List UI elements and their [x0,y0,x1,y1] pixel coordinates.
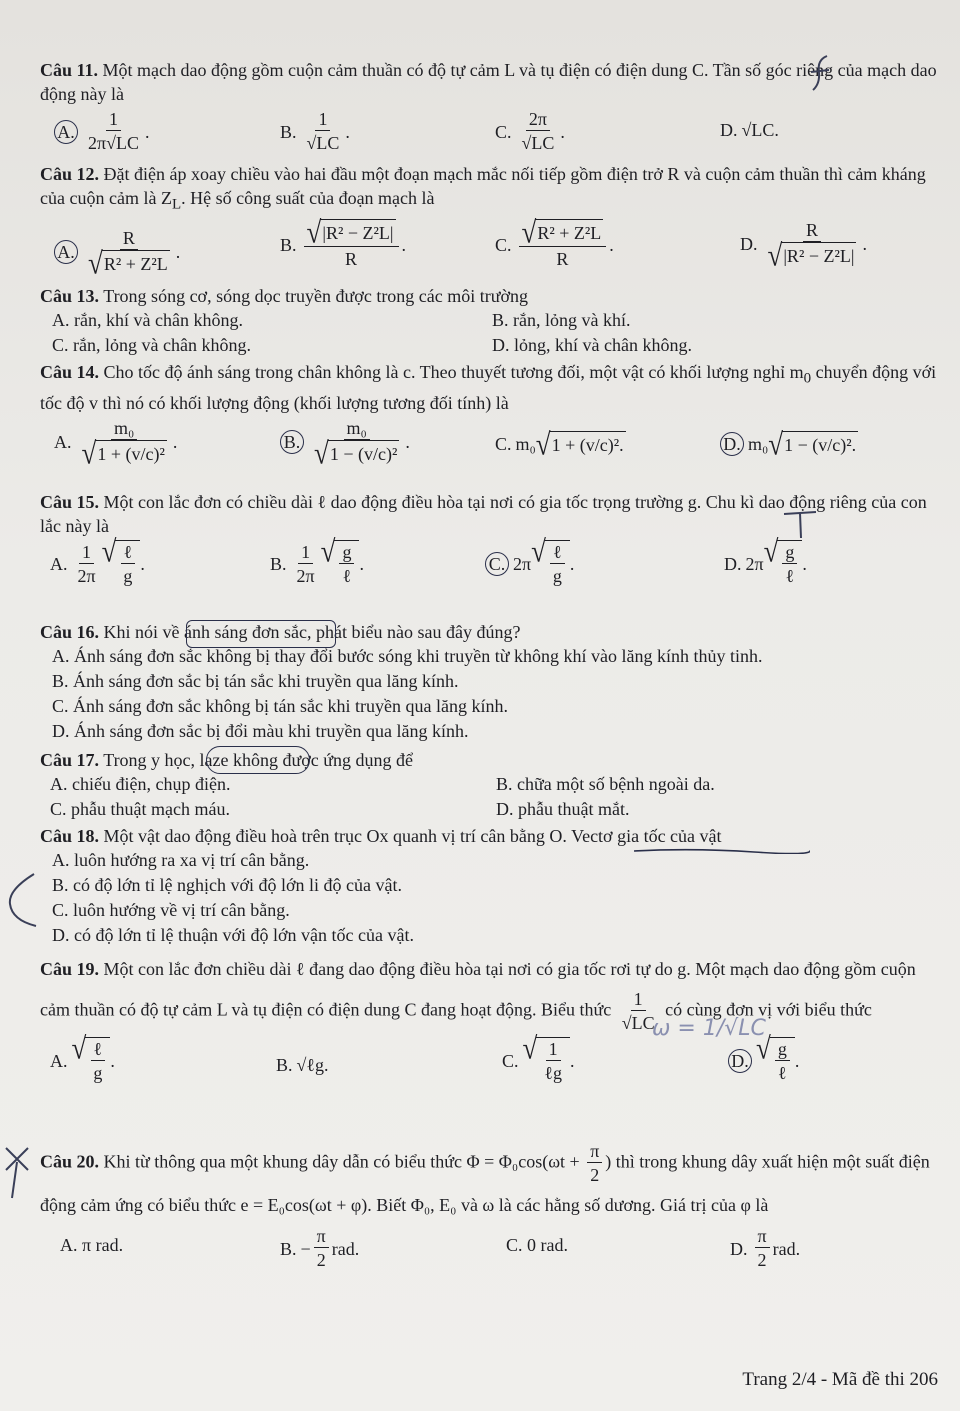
frac-num: R [803,219,821,242]
frac-num: π [314,1225,329,1248]
frac-den: ℓ [778,1063,787,1083]
frac-den: g [123,566,133,586]
q16-option-b[interactable]: B. Ánh sáng đơn sắc bị tán sắc khi truyền qua lăng kính. [52,671,459,691]
question-13 [40,284,940,358]
frac-den: R [345,248,358,269]
option-label: A. [54,120,78,144]
frac-den: √LC [521,133,555,153]
frac-num: m₀ [111,417,137,440]
frac-num: π [755,1225,770,1248]
option-label: B. [270,554,287,574]
option-label: C. [495,234,512,255]
question-13-stem: Câu 13. Trong sóng cơ, sóng dọc truyền được trong các môi trường [40,286,529,306]
q20-option-b[interactable] [280,1225,359,1272]
option-value: √ℓg. [296,1055,329,1075]
q13-option-d[interactable]: D. lỏng, khí và chân không. [492,335,692,355]
q18-option-a[interactable]: A. luôn hướng ra xa vị trí cân bằng. [52,850,310,870]
option-prefix: 2π [745,554,764,574]
q19-option-a[interactable]: A. √ $\frac{\text{ℓ}}{g}$ . [50,1031,115,1083]
frac-den: 2π [296,565,315,586]
q16-option-a[interactable]: A. Ánh sáng đơn sắc không bị thay đổi bước sóng khi truyền từ không khí vào lăng kính thủy tinh. [52,646,763,666]
q17-option-c[interactable]: C. phẫu thuật mạch máu. [50,799,230,819]
question-12-stem: Câu 12. Đặt điện áp xoay chiều vào hai đầu một đoạn mạch mắc nối tiếp gồm điện trở R và cuộn cảm thuần thì cảm kháng của cuộn cảm là $Z_L$. Hệ số công suất của đoạn mạch là [40,164,926,213]
frac-num: 1 [298,541,313,564]
handwritten-bracket-mark [0,870,40,930]
question-19-stem: Câu 19. Một con lắc đơn chiều dài ℓ đang dao động điều hòa tại nơi có gia tốc rơi tự do g. Một mạch dao động gồm cuộn cảm thuần có độ tự cảm L và tụ điện có điện dung C đang hoạt động. Biểu thức $\frac{1}{√LC}$ có cùng đơn vị với biểu thức [40,959,916,1033]
frac-den: g [552,566,562,586]
question-15-options [40,534,940,612]
option-label: A. [54,240,78,264]
option-label: C. [485,552,509,576]
frac-num: 1 [546,1038,561,1061]
q15-option-a[interactable]: A. $\frac{1}{2\pi}$ √ $\frac{\text{ℓ}}{g}$ . [50,534,145,586]
frac-num: m₀ [344,417,370,440]
q20-option-a[interactable]: A. π rad. [60,1235,124,1255]
option-label: B. [280,430,304,454]
question-20 [40,1140,940,1275]
frac-den: 2 [316,1250,326,1270]
frac-num: 1 [79,541,94,564]
frac-num: ℓ [121,541,136,564]
q11-option-d[interactable] [720,118,779,142]
q17-row-2 [40,797,940,822]
frac-den: √LC [306,133,340,153]
q12-option-a[interactable]: A. R √ R² + Z²L . [54,227,180,278]
q20-option-d[interactable] [730,1225,800,1272]
frac-num: |R² − Z²L| [320,219,395,246]
option-label: D. [720,432,744,456]
option-label: B. [280,234,297,255]
frac-den: 2 [590,1165,600,1185]
question-19-options [40,1031,940,1101]
q15-option-d[interactable]: D. 2π √ $\frac{g}{\text{ℓ}}$ . [724,534,807,586]
subscript: L [171,196,182,213]
frac-den: 1 − (v/c)² [328,440,400,467]
question-18-stem: Câu 18. Một vật dao động điều hoà trên trục Ox quanh vị trí cân bằng O. Vectơ gia tốc của vật [40,826,722,846]
option-label: B. [280,1238,297,1259]
question-16 [40,620,940,744]
option-label: D. [720,120,738,140]
frac-num: 1 [315,108,330,131]
handwritten-star-mark [2,1142,32,1202]
option-label: D. [730,1238,748,1259]
q17-option-b[interactable]: B. chữa một số bệnh ngoài da. [496,774,715,794]
q12-option-b[interactable]: B. √ |R² − Z²L| R . [280,214,406,269]
question-11 [40,58,940,170]
question-19 [40,950,940,1101]
frac-num: g [775,1038,790,1061]
option-label: A. [54,432,72,453]
option-unit: rad. [331,1238,360,1259]
frac-den: ℓ [785,566,795,586]
radicand: 1 + (v/c)². [550,431,626,458]
question-18 [40,824,940,948]
option-label: C. [502,1051,519,1071]
q12-option-c[interactable]: C. √ R² + Z²L R . [495,214,614,269]
frac-den: R² + Z²L [102,250,170,277]
frac-num: g [339,541,354,564]
q13-option-a[interactable]: A. rắn, khí và chân không. [52,310,243,330]
frac-num: ℓ [550,541,565,564]
q15-option-b[interactable]: B. $\frac{1}{2\pi}$ √ $\frac{g}{\text{ℓ}}$ . [270,534,364,586]
question-16-stem: Câu 16. Khi nói về ánh sáng đơn sắc, phát biểu nào sau đây đúng? [40,622,521,642]
frac-den: ℓ [342,566,352,586]
option-label: B. [280,121,297,142]
frac-num: 2π [526,108,550,131]
q13-row-1 [40,308,940,333]
subscript: 0 [803,370,812,387]
q18-option-c[interactable]: C. luôn hướng về vị trí cân bằng. [52,900,290,920]
option-unit: rad. [772,1238,801,1259]
question-17-stem: Câu 17. Trong y học, laze không được ứng dụng để [40,750,414,770]
q14-option-b[interactable]: B. m₀ √ 1 − (v/c)² . [280,417,410,468]
frac-den: R [556,248,569,269]
q14-option-d[interactable]: D. m₀ √ 1 − (v/c)². [720,431,858,458]
frac-den: 2π [77,565,96,586]
q18-option-b[interactable]: B. có độ lớn tỉ lệ nghịch với độ lớn li độ của vật. [52,875,403,895]
frac-den: √LC [621,1013,655,1033]
q15-option-c[interactable]: C. 2π √ $\frac{\text{ℓ}}{g}$ . [485,540,574,588]
option-prefix: m₀ [748,434,769,455]
frac-den: 2 [757,1250,767,1270]
q11-option-c[interactable]: C. $\frac{2\pi}{√LC}$ . [495,109,565,153]
q14-option-a[interactable]: A. m₀ √ 1 + (v/c)² . [54,417,178,470]
frac-den: ℓg [544,1063,562,1083]
q16-option-c[interactable]: C. Ánh sáng đơn sắc không bị tán sắc khi truyền qua lăng kính. [52,696,508,716]
q17-option-a[interactable]: A. chiếu điện, chụp điện. [50,774,231,794]
option-prefix: m₀ [515,434,536,455]
frac-den: |R² − Z²L| [781,242,856,269]
frac-num: R [120,227,138,250]
frac-num: 1 [631,988,646,1011]
question-14-stem: Câu 14. Cho tốc độ ánh sáng trong chân không là c. Theo thuyết tương đối, một vật có khối lượng nghỉ $m_0$ chuyển động với tốc độ v thì nó có khối lượng động (khối lượng tương đối tính) là [40,362,937,413]
option-prefix: 2π [513,554,532,574]
frac-den: 1 + (v/c)² [95,440,167,467]
question-15-stem: Câu 15. Một con lắc đơn có chiều dài ℓ dao động điều hòa tại nơi có gia tốc trọng trường g. Chu kì dao động riêng của con lắc này là [40,492,927,536]
q18-option-d[interactable]: D. có độ lớn tỉ lệ thuận với độ lớn vận tốc của vật. [52,925,414,945]
question-11-stem: Câu 11. Một mạch dao động gồm cuộn cảm thuần có độ tự cảm L và tụ điện có điện dung C. Tần số góc riêng của mạch dao động này là [40,60,937,104]
option-label: A. [50,1051,68,1071]
question-14-options [40,417,940,491]
question-12 [40,162,940,293]
frac-num: g [782,541,797,564]
question-14 [40,360,940,491]
q13-option-c[interactable]: C. rắn, lỏng và chân không. [52,335,251,355]
q14-option-c[interactable]: C. m₀ √ 1 + (v/c)². [495,426,624,461]
q19-option-d[interactable]: D. √ $\frac{g}{\text{ℓ}}$ . [728,1037,799,1085]
option-label: D. [724,554,742,574]
frac-num: R² + Z²L [535,219,603,246]
option-value: √LC. [741,120,779,140]
frac-num: π [587,1140,602,1163]
option-label: C. [495,434,512,455]
question-11-options [40,108,940,170]
option-label: C. [495,121,512,142]
q20-option-c[interactable]: C. 0 rad. [506,1235,568,1255]
q13-row-2 [40,333,940,358]
q17-row-1 [40,772,940,797]
question-20-stem: Câu 20. Khi từ thông qua một khung dây dẫn có biểu thức Φ = Φ₀cos(ωt + $\frac{\pi}{2}$ ) thì trong khung dây xuất hiện một suất điện động cảm ứng có biểu thức e = E₀cos(ωt + φ). Biết Φ₀, E₀ và ω là các hằng số dương. Giá trị của φ là [40,1141,930,1215]
question-12-options [40,214,940,293]
q19-option-c[interactable]: C. √ $\frac{1}{\text{ℓg}}$ . [502,1031,575,1083]
radicand: 1 − (v/c)². [782,431,858,458]
q17-option-d[interactable]: D. phẫu thuật mắt. [496,799,630,819]
handwritten-circle-mark [206,746,310,774]
option-label: B. [276,1055,293,1075]
page-footer: Trang 2/4 - Mã đề thi 206 [742,1369,938,1390]
frac-den: g [93,1063,103,1083]
option-label: D. [740,234,758,255]
q11-option-a[interactable]: A. $\frac{1}{2\pi√LC}$ . [54,108,149,155]
question-15 [40,490,940,612]
q12-option-d[interactable]: D. R √ |R² − Z²L| . [740,219,867,272]
option-label: D. [728,1049,752,1073]
option-label: A. [50,554,68,574]
question-20-options [40,1225,940,1275]
q11-option-b[interactable]: B. $\frac{1}{√LC}$ . [280,109,350,153]
frac-den: 2π√LC [88,133,139,153]
handwritten-box-mark [186,620,336,648]
frac-num: 1 [106,108,121,131]
handwritten-omega-note: ω = 1/√LC [652,1016,766,1041]
minus-sign: − [300,1238,311,1259]
q19-option-b[interactable] [276,1053,329,1077]
q16-option-d[interactable]: D. Ánh sáng đơn sắc bị đổi màu khi truyền qua lăng kính. [52,721,469,741]
q13-option-b[interactable]: B. rắn, lỏng và khí. [492,310,631,330]
question-17 [40,748,940,822]
frac-num: ℓ [91,1038,106,1061]
